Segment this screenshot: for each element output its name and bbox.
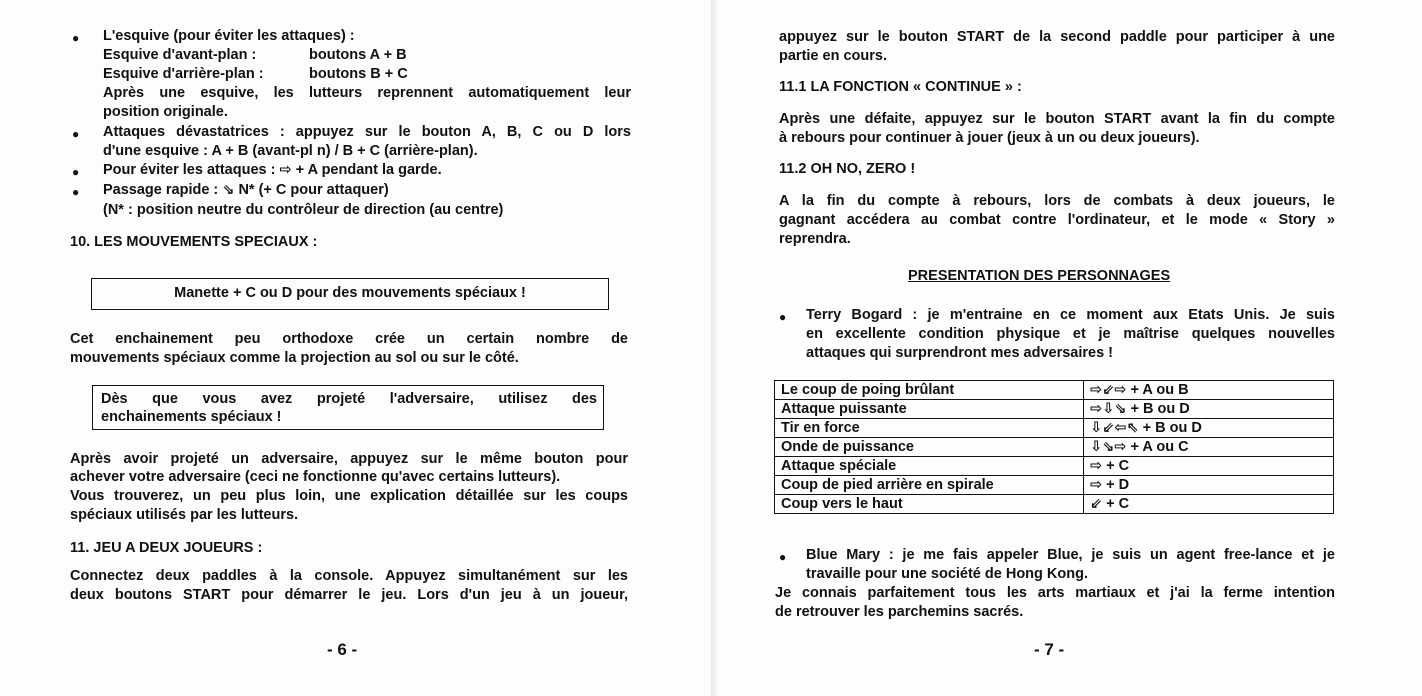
table-row [775, 438, 1334, 457]
section-11-2-line3: reprendra. [779, 231, 851, 247]
table-row [775, 457, 1334, 476]
tip-box-projection-line1: Dès que vous avez projeté l'adversaire, utilisez des [101, 391, 597, 407]
esquive-avant-value: boutons A + B [309, 47, 407, 63]
page-number-right: - 7 - [1034, 640, 1065, 659]
move-command: ⇙ + C [1084, 495, 1334, 514]
continuation-line1: appuyez sur le bouton START de la second paddle pour participer à une [779, 29, 1335, 45]
terry-line3: attaques qui surprendront mes adversaires ! [806, 345, 1114, 361]
esquive-note-line2: position originale. [103, 104, 228, 120]
para3-line1: Connectez deux paddles à la console. Appuyez simultanément sur les [70, 568, 628, 584]
passage-rapide-line1: Passage rapide : ⇘ N* (+ C pour attaquer) [103, 182, 389, 198]
tip-box-projection [92, 385, 604, 430]
moves-table [774, 380, 1334, 514]
move-name: Onde de puissance [775, 438, 1084, 457]
section-10-title: 10. LES MOUVEMENTS SPECIAUX : [70, 234, 318, 250]
move-command: ⇨ + C [1084, 457, 1334, 476]
esquive-note-line1: Après une esquive, les lutteurs reprennent automatiquement leur [103, 85, 631, 101]
section-11-title: 11. JEU A DEUX JOUEURS : [70, 540, 263, 556]
esquive-title: L'esquive (pour éviter les attaques) : [103, 28, 355, 44]
terry-line2: en excellente condition physique et je maîtrise quelques nouvelles [806, 326, 1335, 342]
table-row [775, 495, 1334, 514]
table-row [775, 400, 1334, 419]
tip-box-manette [91, 278, 609, 310]
esquive-avant-label: Esquive d'avant-plan : [103, 47, 257, 63]
table-row [775, 381, 1334, 400]
mary-line3: Je connais parfaitement tous les arts martiaux et j'ai la ferme intention [775, 585, 1335, 601]
devastatrices-line2: d'une esquive : A + B (avant-pl n) / B + C (arrière-plan). [103, 143, 478, 159]
move-name: Tir en force [775, 419, 1084, 438]
section-11-2-line1: A la fin du compte à rebours, lors de combats à deux joueurs, le [779, 193, 1335, 209]
move-name: Le coup de poing brûlant [775, 381, 1084, 400]
devastatrices-line1: Attaques dévastatrices : appuyez sur le bouton A, B, C ou D lors [103, 124, 631, 140]
esquive-arriere-label: Esquive d'arrière-plan : [103, 66, 264, 82]
continuation-line2: partie en cours. [779, 48, 887, 64]
para2-line2: achever votre adversaire (ceci ne fonctionne qu'avec certains lutteurs). [70, 469, 561, 485]
move-name: Coup vers le haut [775, 495, 1084, 514]
tip-box-projection-line2: enchainements spéciaux ! [101, 409, 282, 425]
bullet-icon: ● [72, 31, 80, 45]
section-11-1-title: 11.1 LA FONCTION « CONTINUE » : [779, 79, 1022, 95]
move-command: ⇩⇙⇦⇖ + B ou D [1084, 419, 1334, 438]
move-command: ⇨⇩⇘ + B ou D [1084, 400, 1334, 419]
tip-box-manette-text: Manette + C ou D pour des mouvements spéciaux ! [174, 285, 526, 301]
page-number-left: - 6 - [327, 640, 358, 659]
section-11-1-line1: Après une défaite, appuyez sur le bouton START avant la fin du compte [779, 111, 1335, 127]
bullet-icon: ● [72, 127, 80, 141]
right-page [711, 0, 1422, 696]
section-11-1-line2: à rebours pour continuer à jouer (jeux à un ou deux joueurs). [779, 130, 1200, 146]
move-command: ⇨⇙⇨ + A ou B [1084, 381, 1334, 400]
section-11-2-title: 11.2 OH NO, ZERO ! [779, 161, 916, 177]
section-11-2-line2: gagnant accédera au combat contre l'ordinateur, et le mode « Story » [779, 212, 1335, 228]
para1-line2: mouvements spéciaux comme la projection au sol ou sur le côté. [70, 350, 519, 366]
bullet-icon: ● [779, 550, 787, 564]
eviter-attaques: Pour éviter les attaques : ⇨ + A pendant la garde. [103, 162, 442, 178]
para2-line4: spéciaux utilisés par les lutteurs. [70, 507, 299, 523]
mary-line1: Blue Mary : je me fais appeler Blue, je suis un agent free-lance et je [806, 547, 1335, 563]
presentation-title: PRESENTATION DES PERSONNAGES [908, 268, 1171, 284]
para1-line1: Cet enchainement peu orthodoxe crée un certain nombre de [70, 331, 628, 347]
move-command: ⇨ + D [1084, 476, 1334, 495]
table-row [775, 419, 1334, 438]
passage-rapide-line2: (N* : position neutre du contrôleur de direction (au centre) [103, 202, 504, 218]
terry-line1: Terry Bogard : je m'entraine en ce moment aux Etats Unis. Je suis [806, 307, 1335, 323]
move-command: ⇩⇘⇨ + A ou C [1084, 438, 1334, 457]
para2-line1: Après avoir projeté un adversaire, appuyez sur le même bouton pour [70, 451, 628, 467]
mary-line4: de retrouver les parchemins sacrés. [775, 604, 1024, 620]
esquive-arriere-value: boutons B + C [309, 66, 408, 82]
move-name: Coup de pied arrière en spirale [775, 476, 1084, 495]
bullet-icon: ● [72, 185, 80, 199]
para3-line2: deux boutons START pour démarrer le jeu. Lors d'un jeu à un joueur, [70, 587, 628, 603]
mary-line2: travaille pour une société de Hong Kong. [806, 566, 1088, 582]
table-row [775, 476, 1334, 495]
move-name: Attaque spéciale [775, 457, 1084, 476]
bullet-icon: ● [779, 310, 787, 324]
para2-line3: Vous trouverez, un peu plus loin, une explication détaillée sur les coups [70, 488, 628, 504]
bullet-icon: ● [72, 165, 80, 179]
move-name: Attaque puissante [775, 400, 1084, 419]
